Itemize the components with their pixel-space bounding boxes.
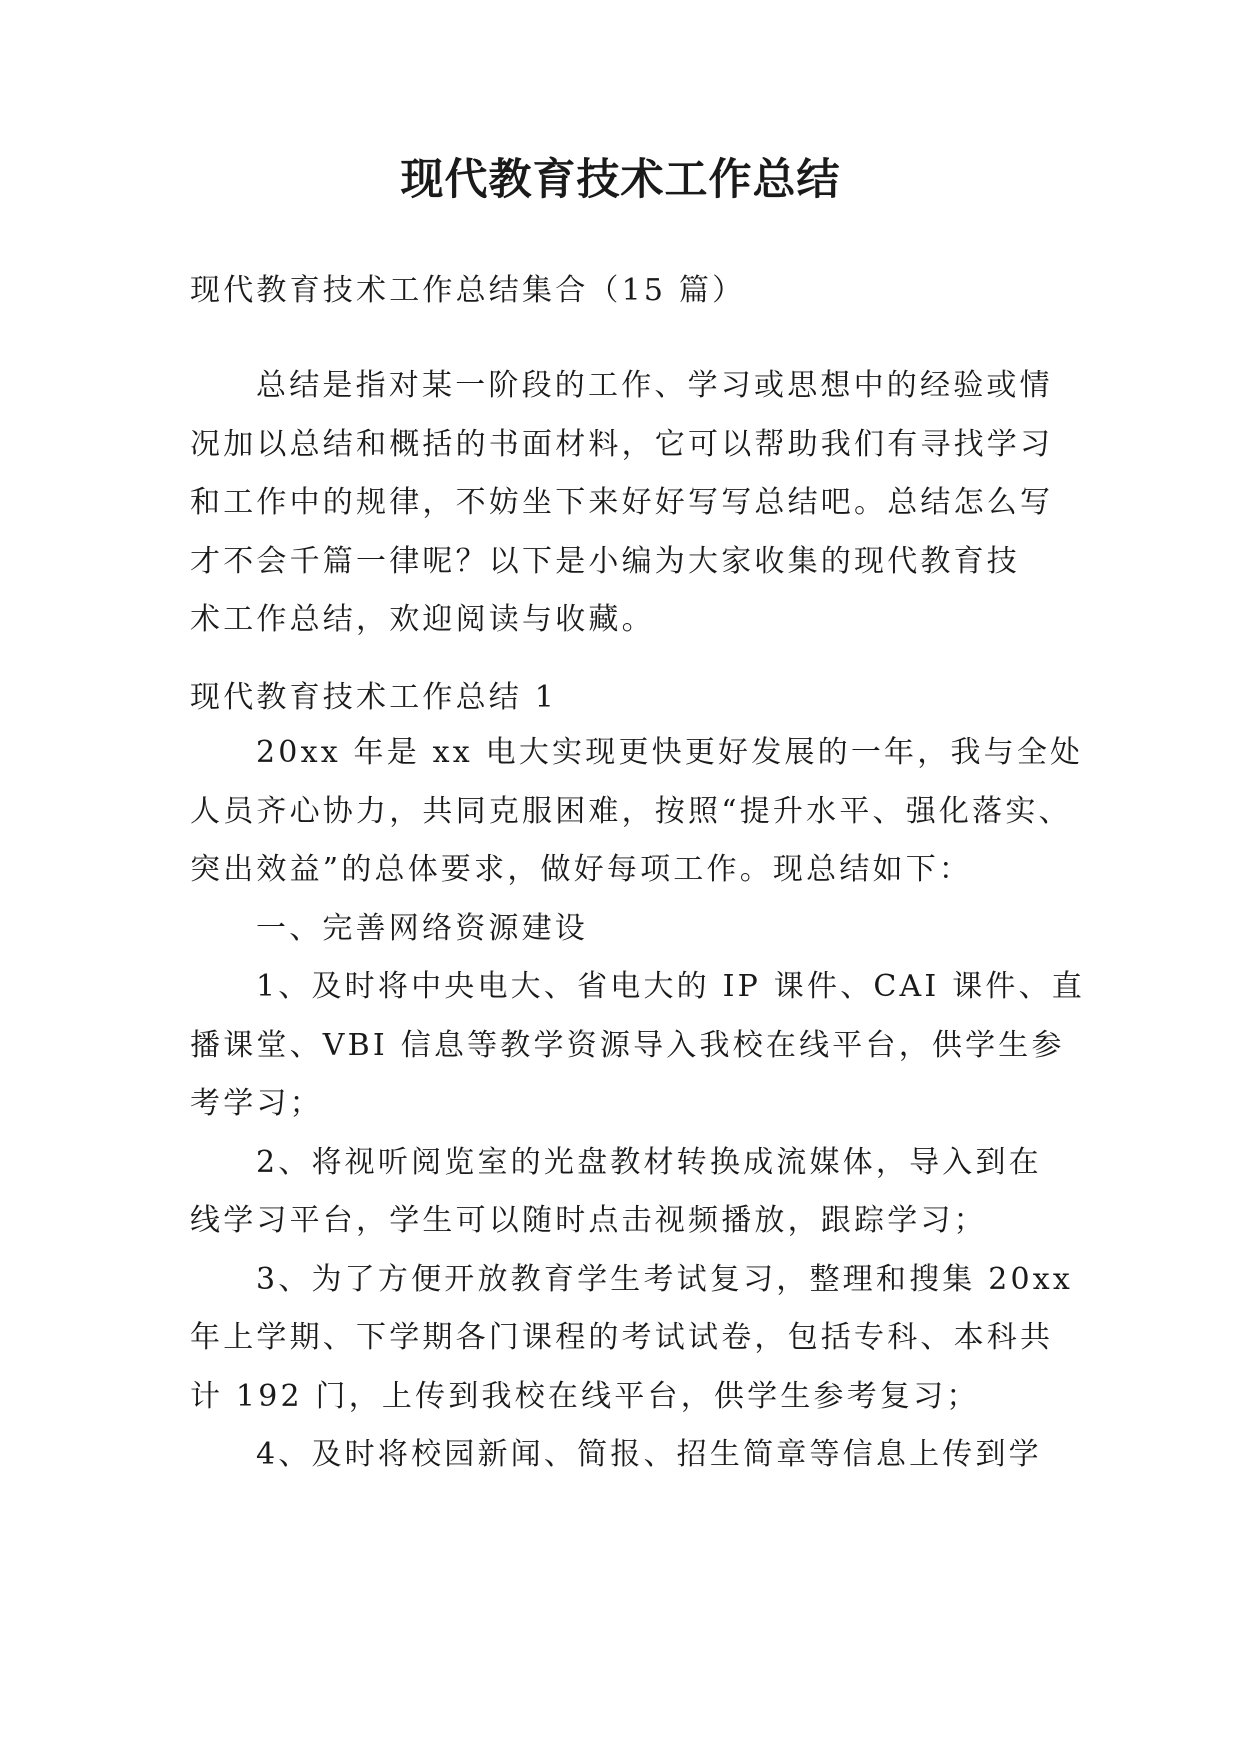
body-line: 线学习平台，学生可以随时点击视频播放，跟踪学习； [190,1203,987,1238]
body-line: 突出效益”的总体要求，做好每项工作。现总结如下： [190,852,973,887]
document-title: 现代教育技术工作总结 [400,155,841,205]
intro-line: 况加以总结和概括的书面材料，它可以帮助我们有寻找学习 [190,426,1054,462]
intro-line: 术工作总结，欢迎阅读与收藏。 [190,602,655,637]
intro-paragraph [190,357,1052,650]
body-line: 4、及时将校园新闻、简报、招生简章等信息上传到学 [256,1437,1042,1472]
section-body [190,724,1086,1485]
body-line: 1、及时将中央电大、省电大的 IP 课件、CAI 课件、直 [256,969,1086,1004]
body-line: 2、将视听阅览室的光盘教材转换成流媒体，导入到在 [256,1144,1042,1180]
subtitle-line: 现代教育技术工作总结集合（15 篇） [190,273,746,308]
body-line: 计 192 门，上传到我校在线平台，供学生参考复习； [190,1378,980,1414]
intro-line: 才不会千篇一律呢？以下是小编为大家收集的现代教育技 [190,543,1020,579]
body-line: 年上学期、下学期各门课程的考试试卷，包括专科、本科共 [190,1320,1054,1355]
body-line: 3、为了方便开放教育学生考试复习，整理和搜集 20xx [256,1261,1074,1297]
section-heading-text: 现代教育技术工作总结 1 [190,680,558,715]
document-subtitle [190,262,1052,321]
body-line: 考学习； [190,1086,323,1121]
intro-line: 总结是指对某一阶段的工作、学习或思想中的经验或情 [256,368,1053,403]
body-line: 播课堂、VBI 信息等教学资源导入我校在线平台，供学生参 [190,1027,1065,1063]
section-heading [190,669,1052,728]
intro-line: 和工作中的规律，不妨坐下来好好写写总结吧。总结怎么写 [190,485,1054,520]
body-line: 人员齐心协力，共同克服困难，按照“提升水平、强化落实、 [190,793,1072,829]
body-line: 20xx 年是 xx 电大实现更快更好发展的一年，我与全处 [256,735,1084,770]
body-line: 一、完善网络资源建设 [256,910,588,946]
